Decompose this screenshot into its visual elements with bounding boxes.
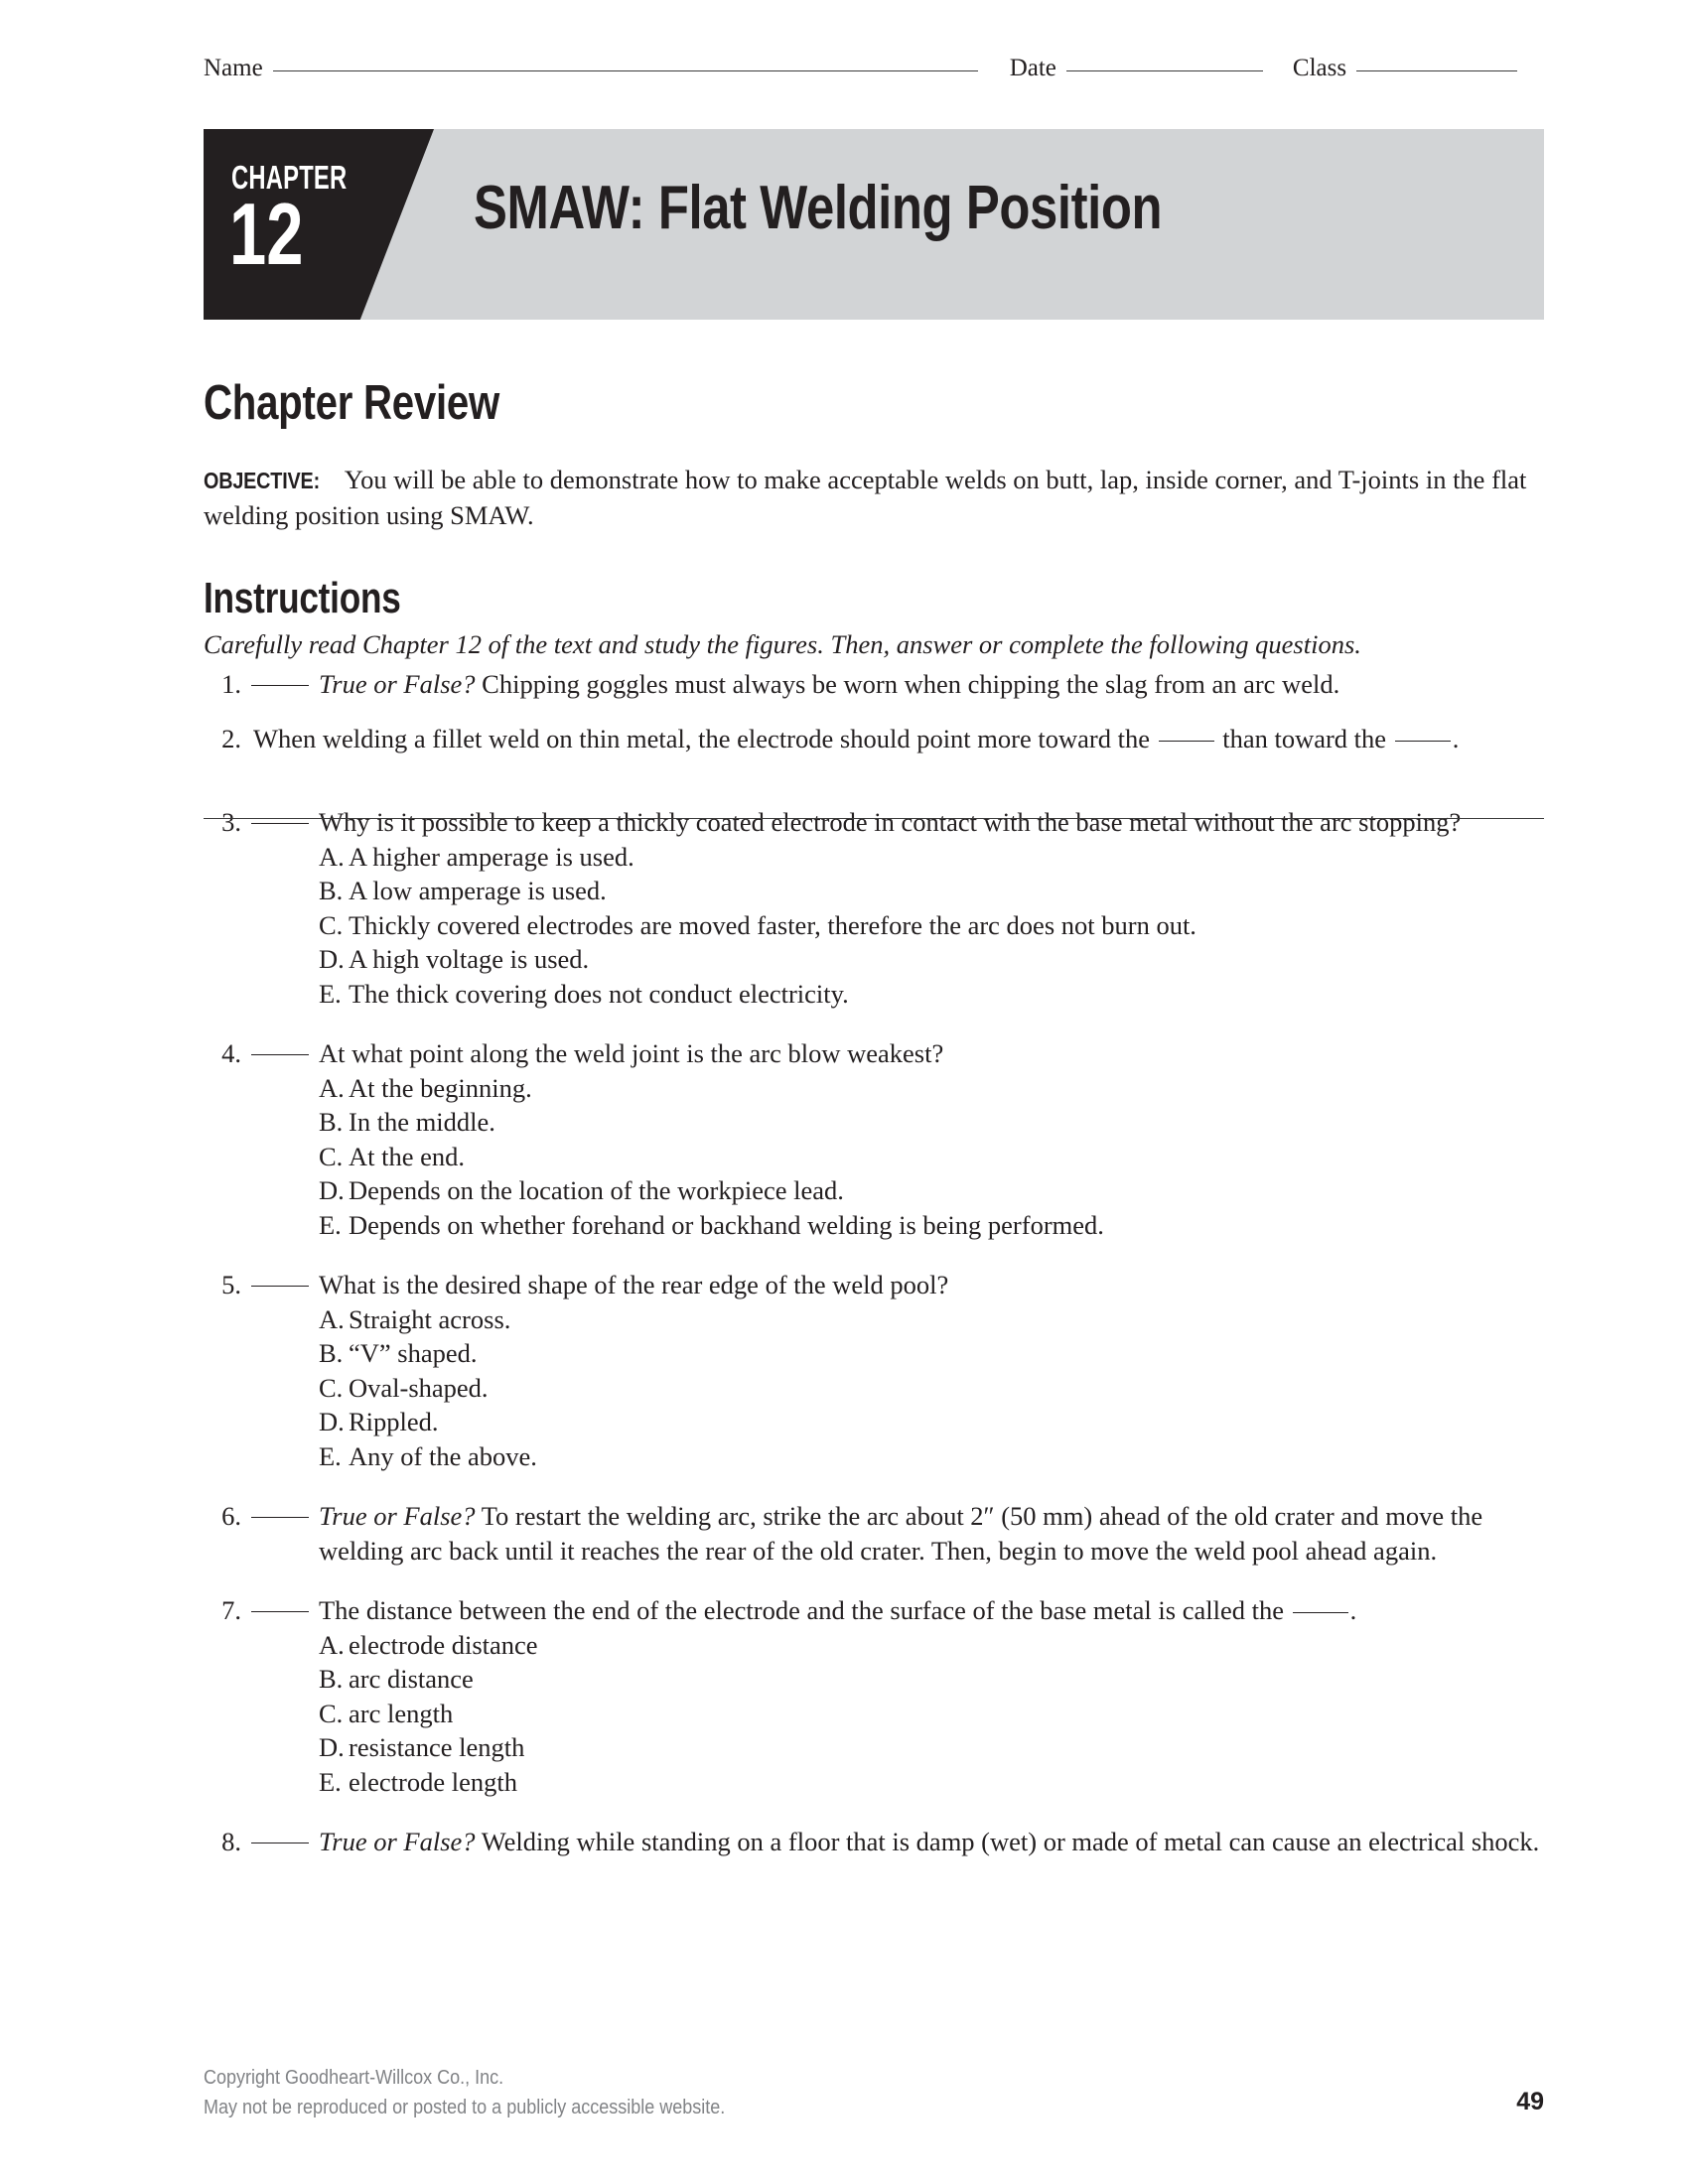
copyright-text: Copyright Goodheart-Willcox Co., Inc. <box>204 2067 504 2089</box>
question-number: 4. <box>221 1038 241 1068</box>
option-text: At the beginning. <box>349 1072 532 1103</box>
option-list <box>319 1628 1544 1800</box>
option-text: Rippled. <box>349 1407 439 1436</box>
option-item[interactable] <box>319 1628 1544 1663</box>
option-item[interactable] <box>319 840 1544 875</box>
date-blank[interactable] <box>1066 70 1263 71</box>
page-number: 49 <box>1516 2088 1544 2116</box>
option-text: arc length <box>349 1698 454 1728</box>
option-text: Depends on whether forehand or backhand welding is being performed. <box>349 1209 1104 1240</box>
option-text: Thickly covered electrodes are moved faster, therefore the arc does not burn out. <box>349 909 1196 940</box>
option-letter: E. <box>319 978 342 1009</box>
reproduction-notice: May not be reproduced or posted to a publicly accessible website. <box>204 2097 726 2118</box>
question-text-between-blanks: than toward the <box>1215 723 1393 753</box>
question-text: Chipping goggles must always be worn when chipping the slag from an arc weld. <box>475 669 1340 699</box>
question-body <box>319 1499 1544 1568</box>
option-text: Oval-shaped. <box>349 1372 489 1403</box>
option-text: electrode distance <box>349 1629 538 1660</box>
question-body <box>253 722 1544 756</box>
question-text-after-blank: . <box>1452 723 1460 753</box>
question-text-line <box>319 667 1544 702</box>
question-2-answer-line[interactable] <box>204 818 1544 819</box>
student-id-line <box>204 55 1544 82</box>
inline-blank-first[interactable] <box>1293 1612 1348 1613</box>
option-item[interactable] <box>319 1140 1544 1174</box>
question-body <box>319 1825 1544 1859</box>
objective-text: You will be able to demonstrate how to make acceptable welds on butt, lap, inside corner, and T-joints in the flat welding position using SMAW. <box>204 465 1527 530</box>
option-text: Depends on the location of the workpiece lead. <box>349 1175 844 1205</box>
option-letter: A. <box>319 1303 345 1334</box>
option-item[interactable] <box>319 1071 1544 1106</box>
question-text-line <box>319 1593 1544 1628</box>
option-item[interactable] <box>319 1697 1544 1731</box>
answer-blank[interactable] <box>241 1825 319 1859</box>
true-or-false-lead: True or False? <box>319 669 476 699</box>
option-item[interactable] <box>319 1662 1544 1697</box>
question-number: 5. <box>221 1270 241 1299</box>
option-item[interactable] <box>319 1208 1544 1243</box>
question-body <box>319 1036 1544 1242</box>
question-number: 2. <box>221 723 241 753</box>
option-item[interactable] <box>319 977 1544 1012</box>
question-body <box>319 1268 1544 1473</box>
question-body <box>319 1593 1544 1799</box>
true-or-false-lead: True or False? <box>319 1827 476 1856</box>
option-letter: D. <box>319 1407 345 1436</box>
option-item[interactable] <box>319 1105 1544 1140</box>
option-item[interactable] <box>319 874 1544 908</box>
question-number: 6. <box>221 1501 241 1531</box>
inline-blank-first[interactable] <box>1159 741 1214 742</box>
chapter-title: SMAW: Flat Welding Position <box>474 174 1163 242</box>
option-letter: A. <box>319 1629 345 1660</box>
option-text: A higher amperage is used. <box>349 841 634 872</box>
option-item[interactable] <box>319 1765 1544 1800</box>
question-number: 3. <box>221 807 241 837</box>
option-letter: A. <box>319 1072 345 1103</box>
option-item[interactable] <box>319 1336 1544 1371</box>
option-item[interactable] <box>319 1173 1544 1208</box>
question-text: Why is it possible to keep a thickly coated electrode in contact with the base metal without the arc stopping? <box>319 807 1462 837</box>
question-text-line <box>253 722 1544 756</box>
question-text: At what point along the weld joint is the arc blow weakest? <box>319 1038 944 1068</box>
option-text: A low amperage is used. <box>349 876 607 905</box>
option-text: At the end. <box>349 1141 466 1171</box>
question-item <box>204 722 1544 756</box>
option-letter: B. <box>319 1338 344 1368</box>
objective-paragraph <box>204 463 1544 533</box>
true-or-false-lead: True or False? <box>319 1501 476 1531</box>
answer-blank[interactable] <box>241 667 319 702</box>
inline-blank-second[interactable] <box>1395 741 1451 742</box>
question-body <box>319 805 1544 1011</box>
question-item <box>204 1499 1544 1568</box>
option-letter: D. <box>319 944 345 974</box>
option-letter: C. <box>319 1698 344 1728</box>
option-letter: D. <box>319 1732 345 1762</box>
option-letter: B. <box>319 1664 344 1694</box>
option-item[interactable] <box>319 1405 1544 1439</box>
option-text: In the middle. <box>349 1107 495 1137</box>
instructions-heading: Instructions <box>204 574 401 622</box>
option-letter: C. <box>319 1372 344 1403</box>
question-text-after-blank: . <box>1349 1595 1357 1625</box>
instructions-text: Carefully read Chapter 12 of the text and study the figures. Then, answer or complete the following questions. <box>204 629 1361 659</box>
option-text: electrode length <box>349 1766 517 1797</box>
date-label: Date <box>1009 55 1056 81</box>
option-letter: C. <box>319 1141 344 1171</box>
option-list <box>319 1302 1544 1474</box>
chapter-banner <box>204 129 1544 320</box>
answer-blank[interactable] <box>241 1499 319 1534</box>
option-list <box>319 840 1544 1012</box>
question-text: Welding while standing on a floor that is damp (wet) or made of metal can cause an electrical shock. <box>475 1827 1540 1856</box>
option-letter: E. <box>319 1440 342 1471</box>
option-letter: C. <box>319 909 344 940</box>
chapter-word-label: CHAPTER <box>231 159 348 196</box>
answer-blank[interactable] <box>241 1268 319 1302</box>
question-text-line <box>319 1825 1544 1859</box>
option-letter: B. <box>319 876 344 905</box>
answer-blank[interactable] <box>241 1593 319 1628</box>
answer-blank[interactable] <box>241 1036 319 1071</box>
option-text: resistance length <box>349 1732 525 1762</box>
name-blank[interactable] <box>273 70 978 71</box>
chapter-number: 12 <box>229 185 304 283</box>
page-footer <box>204 2063 1544 2122</box>
question-text-before-blank: The distance between the end of the electrode and the surface of the base metal is called the <box>319 1595 1291 1625</box>
option-item[interactable] <box>319 1302 1544 1337</box>
question-body <box>319 667 1544 702</box>
name-label: Name <box>204 55 263 81</box>
option-item[interactable] <box>319 1439 1544 1474</box>
option-item[interactable] <box>319 908 1544 943</box>
answer-blank[interactable] <box>241 805 319 840</box>
question-item <box>204 667 1544 702</box>
question-item <box>204 1593 1544 1799</box>
option-item[interactable] <box>319 1371 1544 1406</box>
option-letter: E. <box>319 1209 342 1240</box>
class-blank[interactable] <box>1356 70 1517 71</box>
option-text: A high voltage is used. <box>349 944 590 974</box>
question-item <box>204 1036 1544 1242</box>
question-number: 7. <box>221 1595 241 1625</box>
question-list <box>204 667 1544 1859</box>
option-text: arc distance <box>349 1664 474 1694</box>
objective-label: OBJECTIVE: <box>204 468 320 493</box>
chapter-review-heading: Chapter Review <box>204 376 500 430</box>
question-text-before-blank: When welding a fillet weld on thin metal, the electrode should point more toward the <box>253 723 1157 753</box>
option-letter: A. <box>319 841 345 872</box>
question-number: 1. <box>221 669 241 699</box>
question-item <box>204 805 1544 1011</box>
option-item[interactable] <box>319 942 1544 977</box>
option-letter: D. <box>319 1175 345 1205</box>
question-text: What is the desired shape of the rear edge of the weld pool? <box>319 1270 949 1299</box>
option-item[interactable] <box>319 1730 1544 1765</box>
option-text: Any of the above. <box>349 1440 537 1471</box>
option-letter: B. <box>319 1107 344 1137</box>
option-text: Straight across. <box>349 1303 511 1334</box>
question-item <box>204 1268 1544 1473</box>
option-text: “V” shaped. <box>349 1338 478 1368</box>
question-text-line <box>319 1499 1544 1568</box>
option-text: The thick covering does not conduct electricity. <box>349 978 849 1009</box>
question-text: To restart the welding arc, strike the arc about 2″ (50 mm) ahead of the old crater and move the welding arc back until it reaches the rear of the old crater. Then, begin to move the weld pool ahead again. <box>319 1501 1483 1566</box>
option-list <box>319 1071 1544 1243</box>
question-item <box>204 1825 1544 1859</box>
question-number: 8. <box>221 1827 241 1856</box>
class-label: Class <box>1292 55 1347 81</box>
option-letter: E. <box>319 1766 342 1797</box>
